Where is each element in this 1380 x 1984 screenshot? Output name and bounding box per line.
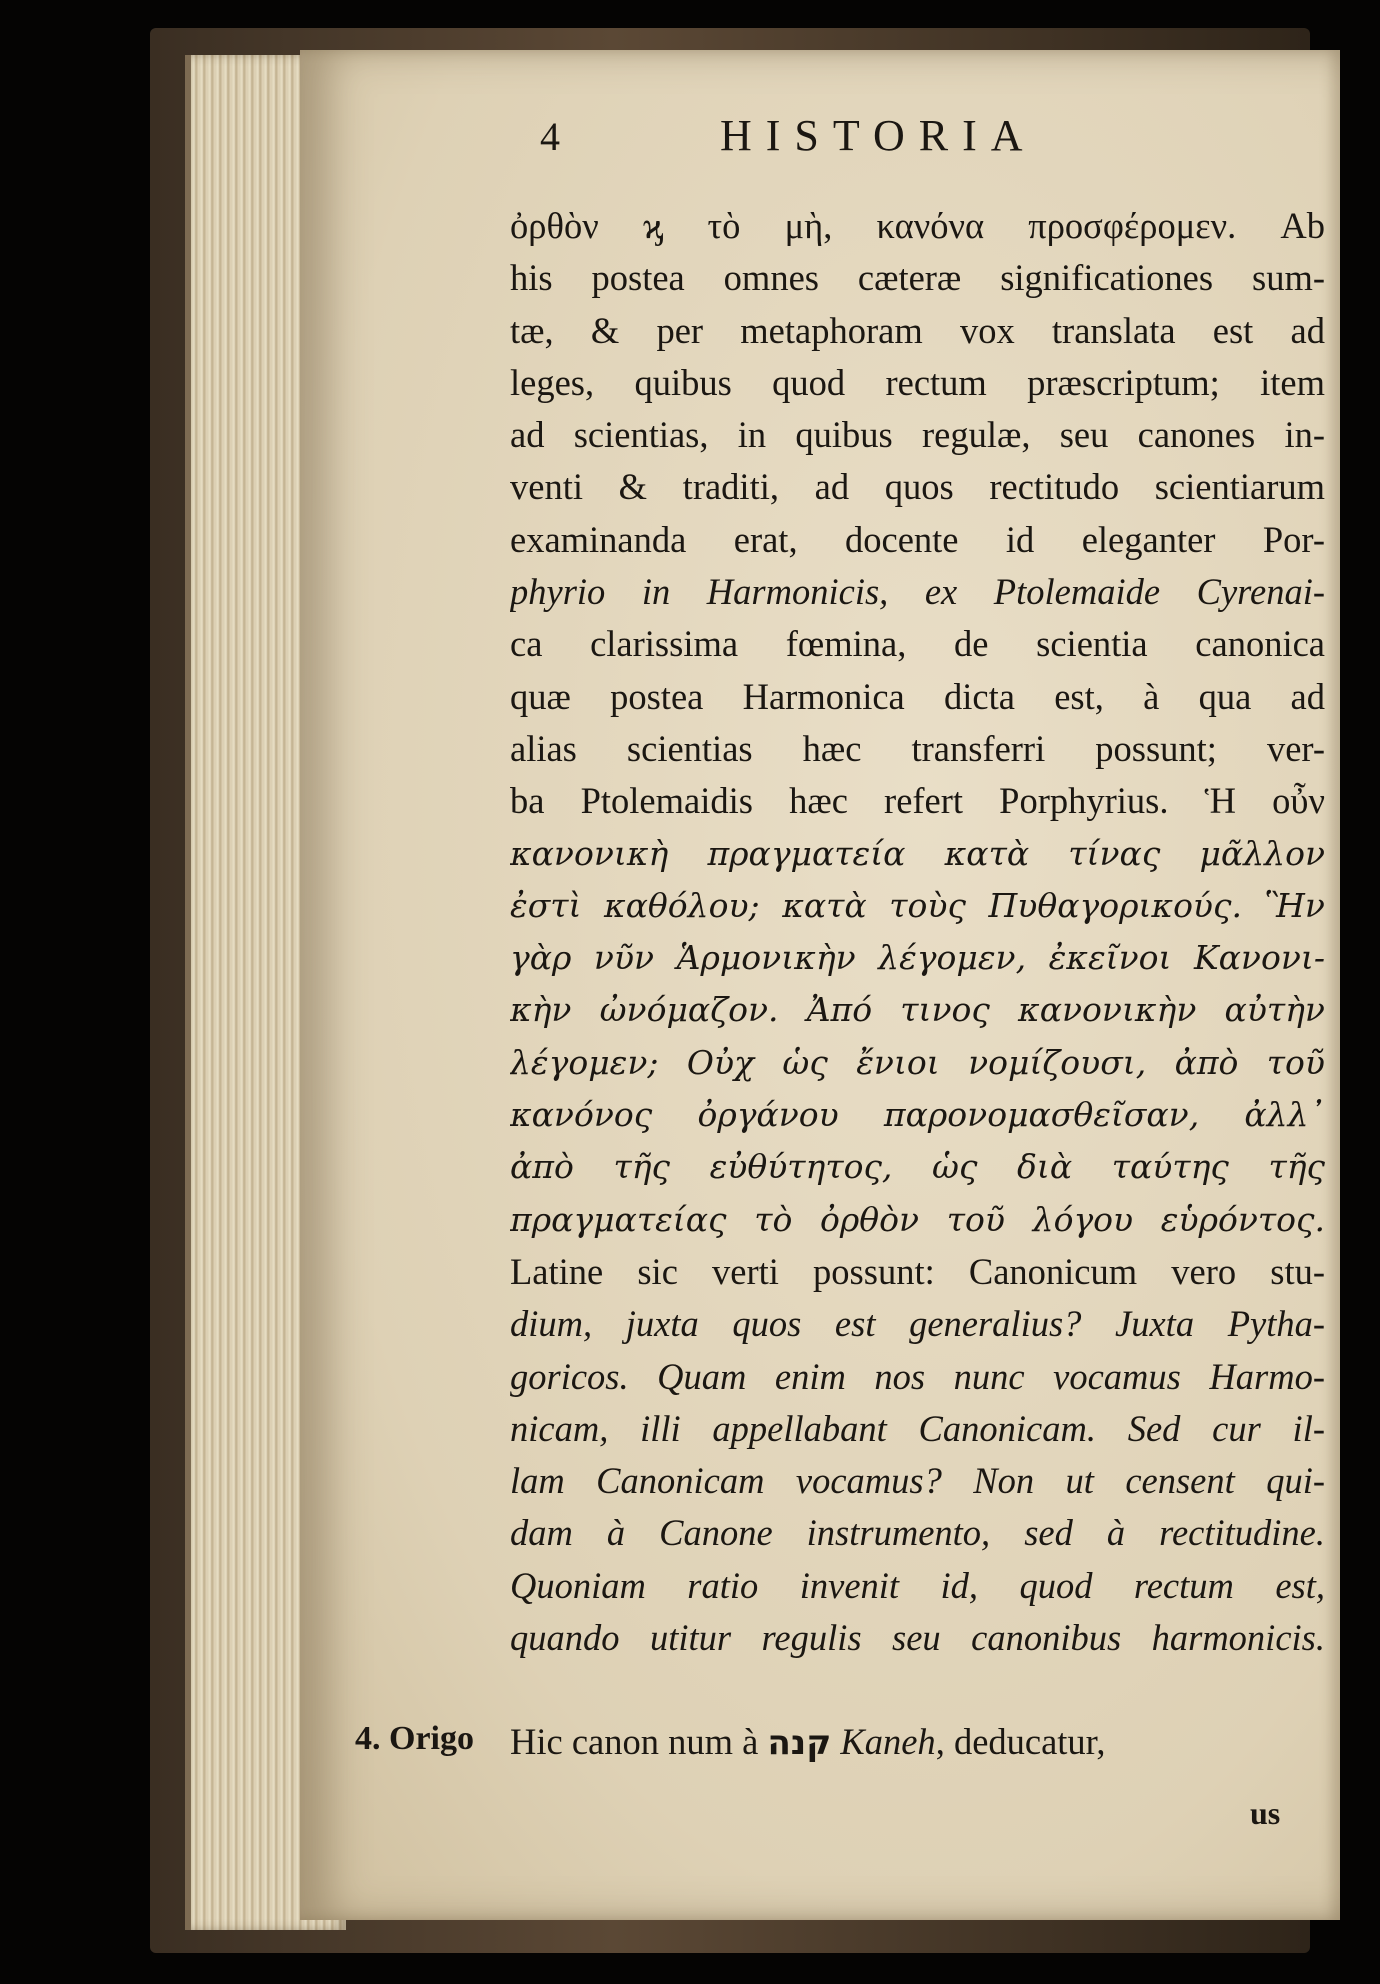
text-line: Quoniam ratio invenit id, quod rectum est,: [510, 1564, 1325, 1606]
text-line: nicam, illi appellabant Canonicam. Sed cur il-: [510, 1407, 1325, 1449]
text-line: alias scientias hæc transferri possunt; ver-: [510, 727, 1325, 769]
text-line: quæ postea Harmonica dicta est, à qua ad: [510, 675, 1325, 717]
hebrew-word: קנה: [767, 1723, 832, 1763]
text-line: venti & traditi, ad quos rectitudo scientiarum: [510, 466, 1325, 508]
text-line: tæ, & per metaphoram vox translata est ad: [510, 309, 1325, 351]
margin-note: 4. Origo: [355, 1720, 474, 1757]
text-line: quando utitur regulis seu canonibus harmonicis.: [510, 1617, 1325, 1659]
page-number: 4: [540, 114, 560, 159]
final-text-line: [510, 1720, 1325, 1763]
final-line-text-after: , deducatur,: [935, 1721, 1106, 1762]
text-line: leges, quibus quod rectum præscriptum; item: [510, 361, 1325, 403]
text-block: [510, 110, 1325, 1664]
text-line: phyrio in Harmonicis, ex Ptolemaide Cyrenai-: [510, 571, 1325, 613]
text-line: his postea omnes cæteræ significationes sum-: [510, 257, 1325, 299]
text-line: goricos. Quam enim nos nunc vocamus Harmo-: [510, 1355, 1325, 1397]
final-line-text-before: Hic canon num à: [510, 1721, 759, 1762]
text-line: ὀρθὸν ϗ τὸ μὴ, κανόνα προσφέρομεν. Ab: [510, 205, 1325, 246]
running-head: HISTORIA: [720, 111, 1037, 160]
text-line: λέγομεν; Οὐχ ὡς ἔνιοι νομίζουσι, ἀπὸ τοῦ: [510, 1042, 1325, 1082]
text-line: ad scientias, in quibus regulæ, seu canones in-: [510, 414, 1325, 456]
text-line: examinanda erat, docente id eleganter Por-: [510, 518, 1325, 560]
catchword: us: [1250, 1795, 1281, 1831]
text-line: Latine sic verti possunt: Canonicum vero stu-: [510, 1250, 1325, 1292]
text-line: ἐστὶ καθόλου; κατὰ τοὺς Πυθαγορικούς. Ἣν: [510, 885, 1325, 925]
italic-word: Kaneh: [840, 1721, 936, 1762]
text-line: κανόνος ὀργάνου παρονομασθεῖσαν, ἀλλ᾽: [510, 1095, 1325, 1135]
text-line: ἀπὸ τῆς εὐθύτητος, ὡς διὰ ταύτης τῆς: [510, 1147, 1325, 1187]
text-line: dam à Canone instrumento, sed à rectitudine.: [510, 1512, 1325, 1554]
text-line: dium, juxta quos est generalius? Juxta Pytha-: [510, 1303, 1325, 1345]
body-text: [510, 200, 1325, 1664]
text-line: πραγματείας τὸ ὀρθὸν τοῦ λόγου εὑρόντος.: [510, 1199, 1325, 1239]
text-line: ba Ptolemaidis hæc refert Porphyrius. Ἡ οὖν: [510, 780, 1325, 822]
text-line: γὰρ νῦν Ἁρμονικὴν λέγομεν, ἐκεῖνοι Κανονι-: [510, 938, 1325, 978]
text-line: lam Canonicam vocamus? Non ut censent qui-: [510, 1460, 1325, 1502]
text-line: ca clarissima fœmina, de scientia canonica: [510, 623, 1325, 665]
text-line: κανονικὴ πραγματεία κατὰ τίνας μᾶλλον: [510, 833, 1325, 873]
page-header: [510, 110, 1325, 180]
text-line: κὴν ὠνόμαζον. Ἀπό τινος κανονικὴν αὐτὴν: [510, 990, 1325, 1030]
